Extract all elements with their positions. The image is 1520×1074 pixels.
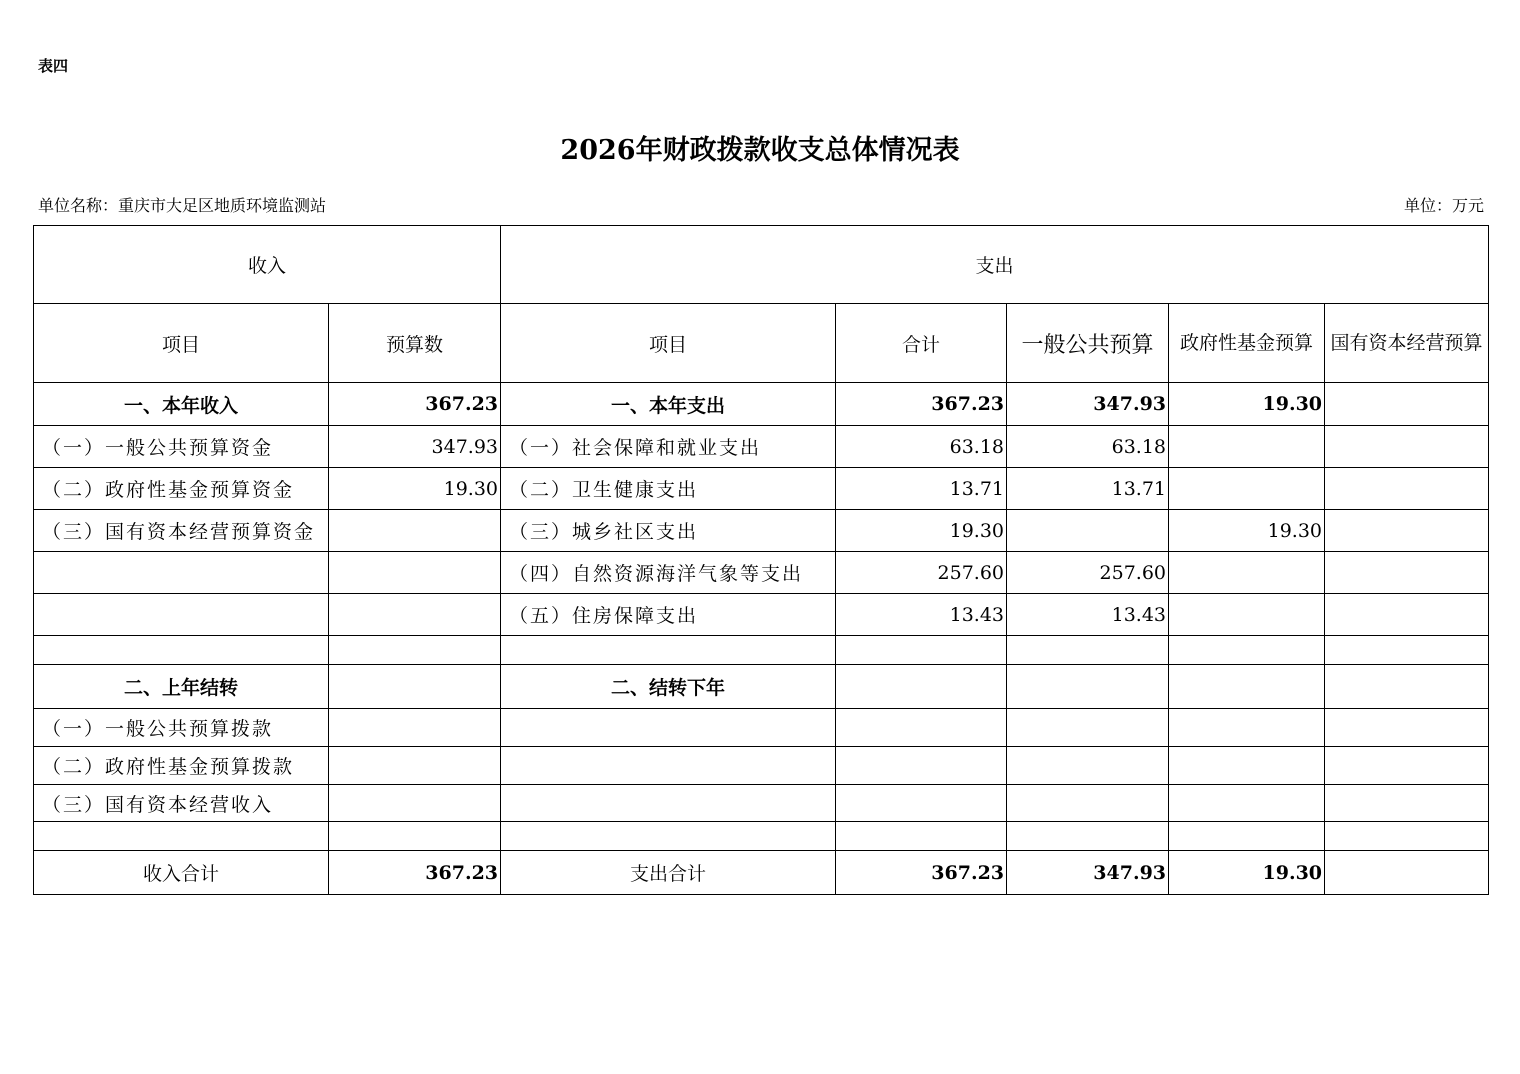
general-value (1007, 636, 1169, 665)
expense-item (501, 785, 836, 822)
capital-value (1325, 747, 1489, 785)
general-value (1007, 510, 1169, 552)
income-item: （三）国有资本经营预算资金 (34, 510, 329, 552)
income-item (34, 552, 329, 594)
fund-value (1169, 665, 1325, 709)
table-row (34, 552, 1489, 594)
page-title: 2026年财政拨款收支总体情况表 (560, 135, 960, 166)
income-item (34, 594, 329, 636)
total-value (836, 709, 1007, 747)
fund-value (1169, 594, 1325, 636)
fund-value: 19.30 (1169, 383, 1325, 426)
income-item (34, 822, 329, 851)
capital-value (1325, 665, 1489, 709)
general-value: 347.93 (1007, 383, 1169, 426)
income-value (329, 552, 501, 594)
fund-value (1169, 636, 1325, 665)
total-value (836, 665, 1007, 709)
income-item: 一、本年收入 (34, 383, 329, 426)
general-value (1007, 665, 1169, 709)
capital-value (1325, 851, 1489, 895)
expense-item: （三）城乡社区支出 (501, 510, 836, 552)
expense-item: （一）社会保障和就业支出 (501, 426, 836, 468)
general-budget-header: 一般公共预算 (1007, 304, 1169, 383)
unit-name: 单位名称：重庆市大足区地质环境监测站 (38, 196, 327, 215)
expense-item: 二、结转下年 (501, 665, 836, 709)
capital-value (1325, 709, 1489, 747)
income-item: （二）政府性基金预算资金 (34, 468, 329, 510)
table-row (34, 785, 1489, 822)
state-capital-header: 国有资本经营预算 (1325, 304, 1489, 383)
total-value: 13.71 (836, 468, 1007, 510)
general-value (1007, 822, 1169, 851)
general-value: 257.60 (1007, 552, 1169, 594)
fund-budget-header: 政府性基金预算 (1169, 304, 1325, 383)
table-row (34, 426, 1489, 468)
expense-item: （五）住房保障支出 (501, 594, 836, 636)
income-item: （一）一般公共预算资金 (34, 426, 329, 468)
total-value: 63.18 (836, 426, 1007, 468)
fund-value (1169, 426, 1325, 468)
expense-item: 一、本年支出 (501, 383, 836, 426)
table-row (34, 636, 1489, 665)
total-value: 19.30 (836, 510, 1007, 552)
capital-value (1325, 822, 1489, 851)
fund-value (1169, 822, 1325, 851)
general-value (1007, 709, 1169, 747)
income-item-header: 项目 (34, 304, 329, 383)
capital-value (1325, 636, 1489, 665)
capital-value (1325, 468, 1489, 510)
income-value (329, 785, 501, 822)
table-row (34, 468, 1489, 510)
capital-value (1325, 510, 1489, 552)
income-value (329, 709, 501, 747)
fund-value: 19.30 (1169, 851, 1325, 895)
expense-item-header: 项目 (501, 304, 836, 383)
total-value (836, 822, 1007, 851)
capital-value (1325, 594, 1489, 636)
expense-header: 支出 (501, 226, 1489, 304)
income-item: 二、上年结转 (34, 665, 329, 709)
total-value (836, 636, 1007, 665)
fund-value (1169, 552, 1325, 594)
fund-value (1169, 468, 1325, 510)
income-value: 19.30 (329, 468, 501, 510)
income-item: （二）政府性基金预算拨款 (34, 747, 329, 785)
capital-value (1325, 426, 1489, 468)
table-row (34, 383, 1489, 426)
total-value: 367.23 (836, 383, 1007, 426)
total-value (836, 747, 1007, 785)
capital-value (1325, 785, 1489, 822)
income-item: （一）一般公共预算拨款 (34, 709, 329, 747)
income-value (329, 636, 501, 665)
income-value: 347.93 (329, 426, 501, 468)
general-value: 13.43 (1007, 594, 1169, 636)
fund-value (1169, 709, 1325, 747)
general-value (1007, 785, 1169, 822)
unit-label: 单位：万元 (1403, 196, 1484, 215)
capital-value (1325, 383, 1489, 426)
income-budget-header: 预算数 (329, 304, 501, 383)
table-row (34, 822, 1489, 851)
expense-item: （四）自然资源海洋气象等支出 (501, 552, 836, 594)
income-total-value: 367.23 (329, 851, 501, 895)
fund-value: 19.30 (1169, 510, 1325, 552)
income-value (329, 822, 501, 851)
expense-item (501, 709, 836, 747)
expense-item (501, 636, 836, 665)
income-value (329, 510, 501, 552)
table-row (34, 510, 1489, 552)
income-header: 收入 (34, 226, 501, 304)
income-value (329, 747, 501, 785)
total-header: 合计 (836, 304, 1007, 383)
expense-total-label: 支出合计 (501, 851, 836, 895)
general-value: 347.93 (1007, 851, 1169, 895)
table-row (34, 594, 1489, 636)
fund-value (1169, 747, 1325, 785)
table-row (34, 665, 1489, 709)
total-value: 13.43 (836, 594, 1007, 636)
budget-table (33, 225, 1489, 895)
income-total-label: 收入合计 (34, 851, 329, 895)
income-value (329, 594, 501, 636)
total-value: 257.60 (836, 552, 1007, 594)
fund-value (1169, 785, 1325, 822)
income-value (329, 665, 501, 709)
expense-item: （二）卫生健康支出 (501, 468, 836, 510)
table-row (34, 747, 1489, 785)
income-item (34, 636, 329, 665)
income-value: 367.23 (329, 383, 501, 426)
expense-item (501, 822, 836, 851)
general-value (1007, 747, 1169, 785)
table-row (34, 709, 1489, 747)
income-item: （三）国有资本经营收入 (34, 785, 329, 822)
header-row-2 (34, 304, 1489, 383)
general-value: 63.18 (1007, 426, 1169, 468)
totals-row (34, 851, 1489, 895)
expense-item (501, 747, 836, 785)
header-row-1 (34, 226, 1489, 304)
capital-value (1325, 552, 1489, 594)
general-value: 13.71 (1007, 468, 1169, 510)
total-value: 367.23 (836, 851, 1007, 895)
table-number: 表四 (38, 57, 69, 75)
total-value (836, 785, 1007, 822)
